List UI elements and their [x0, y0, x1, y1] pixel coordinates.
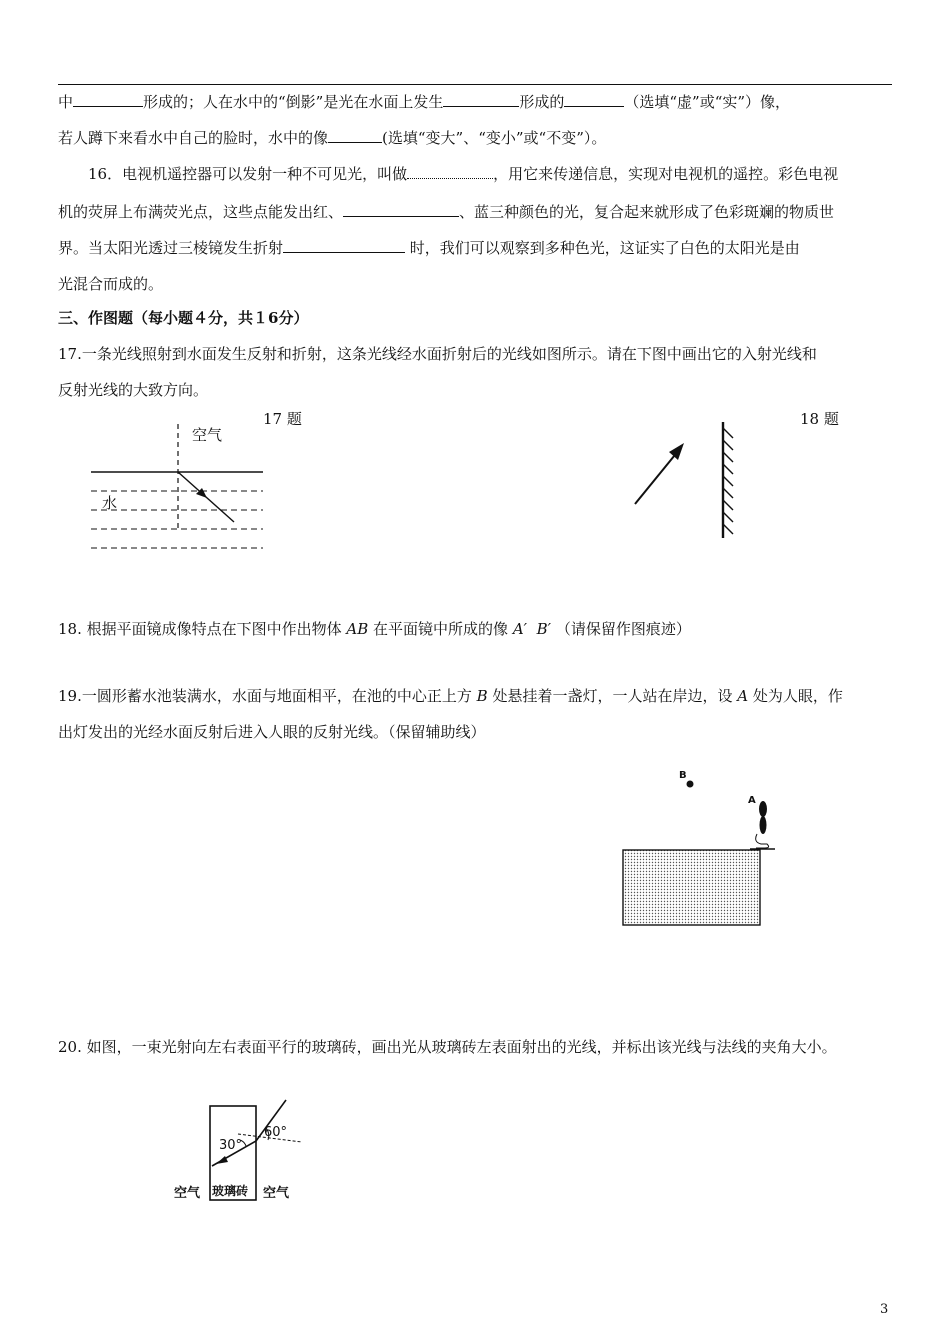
answer-blank[interactable] [443, 92, 519, 107]
q15-text: 形成的 [519, 93, 565, 111]
q19-text: 19.一圆形蓄水池装满水，水面与地面相平，在池的中心正上方 [58, 687, 477, 705]
q16-line-3 [58, 238, 800, 258]
q18-line [58, 619, 691, 639]
arrow-head-icon [669, 443, 684, 460]
q16-text: 机的荧屏上布满荧光点，这些点能发出红、 [58, 203, 344, 221]
q15-text: （选填“虚”或“实”）像， [624, 93, 791, 111]
air-label-left: 空气 [174, 1186, 201, 1201]
q16-text: 16．电视机遥控器可以发射一种不可见光，叫做 [88, 165, 408, 183]
q16-text: 界。当太阳光透过三棱镜发生折射 [58, 239, 284, 257]
q16-line-4: 光混合而成的。 [58, 275, 164, 293]
glass-label: 玻璃砖 [212, 1184, 249, 1198]
answer-blank[interactable] [328, 128, 382, 143]
q19-line-1 [58, 686, 843, 706]
label-b: B [679, 770, 687, 781]
answer-blank[interactable] [407, 164, 493, 179]
q18-text: （请保留作图痕迹） [551, 620, 691, 638]
q19-a: A [737, 687, 749, 705]
object-ab [635, 450, 679, 504]
angle-30: 30° [219, 1138, 243, 1153]
q20-line: 20. 如图，一束光射向左右表面平行的玻璃砖，画出光从玻璃砖左表面射出的光线，并标出该光线与法线的夹角大小。 [58, 1038, 837, 1056]
answer-blank[interactable] [283, 238, 405, 253]
page-number: 3 [880, 1302, 889, 1317]
q17-line-1: 17.一条光线照射到水面发生反射和折射，这条光线经水面折射后的光线如图所示。请在下图中画出它的入射光线和 [58, 345, 817, 363]
lamp-b [687, 781, 694, 788]
q15-text: 中 [58, 93, 74, 111]
q15-line-1 [58, 92, 790, 112]
water-pool [623, 850, 760, 925]
q15-line-2 [58, 128, 606, 148]
caption-18: 18 题 [800, 410, 839, 428]
pool-diagram [615, 762, 785, 932]
mirror-diagram [625, 418, 745, 548]
q18-ab: AB [346, 620, 369, 638]
q19-text: 处悬挂着一盏灯，一人站在岸边，设 [487, 687, 738, 705]
label-a: A [748, 795, 756, 806]
q19-text: 处为人眼，作 [748, 687, 843, 705]
figure-18 [625, 418, 745, 548]
q16-line-2 [58, 202, 834, 222]
figure-20 [168, 1094, 318, 1206]
top-rule [58, 84, 892, 85]
q18-text: 在平面镜中所成的像 [368, 620, 513, 638]
q16-text: 、蓝三种颜色的光，复合起来就形成了色彩斑斓的物质世 [459, 203, 835, 221]
person-body-icon [760, 816, 767, 834]
q18-b-prime: B′ [536, 620, 552, 638]
q16-text: 时，我们可以观察到多种色光，这证实了白色的太阳光是由 [405, 239, 800, 257]
answer-blank[interactable] [564, 92, 624, 107]
q15-text: 形成的；人在水中的“倒影”是光在水面上发生 [143, 93, 444, 111]
mirror-hatching [723, 428, 733, 534]
q19-b: B [476, 687, 488, 705]
section-title: 三、作图题（每小题４分，共１6分） [58, 309, 309, 327]
water-label: 水 [102, 494, 118, 512]
figure-19 [615, 762, 785, 932]
person-legs-icon [756, 834, 769, 848]
q18-text: 18. 根据平面镜成像特点在下图中作出物体 [58, 620, 347, 638]
q17-line-2: 反射光线的大致方向。 [58, 381, 209, 399]
q19-line-2: 出灯发出的光经水面反射后进入人眼的反射光线。（保留辅助线） [58, 723, 486, 741]
answer-blank[interactable] [73, 92, 143, 107]
q15-text: 若人蹲下来看水中自己的脸时，水中的像 [58, 129, 329, 147]
answer-blank[interactable] [343, 202, 459, 217]
angle-60: 60° [264, 1125, 288, 1140]
person-head-icon [759, 801, 767, 817]
q15-text: (选填“变大”、“变小”或“不变”）。 [382, 129, 607, 147]
air-label: 空气 [192, 426, 223, 444]
q16-text: ，用它来传递信息，实现对电视机的遥控。彩色电视 [493, 165, 839, 183]
air-label-right: 空气 [263, 1186, 290, 1201]
q18-a-prime: A′ [512, 620, 528, 638]
q16-line-1 [88, 164, 838, 184]
caption-17: 17 题 [263, 410, 302, 428]
